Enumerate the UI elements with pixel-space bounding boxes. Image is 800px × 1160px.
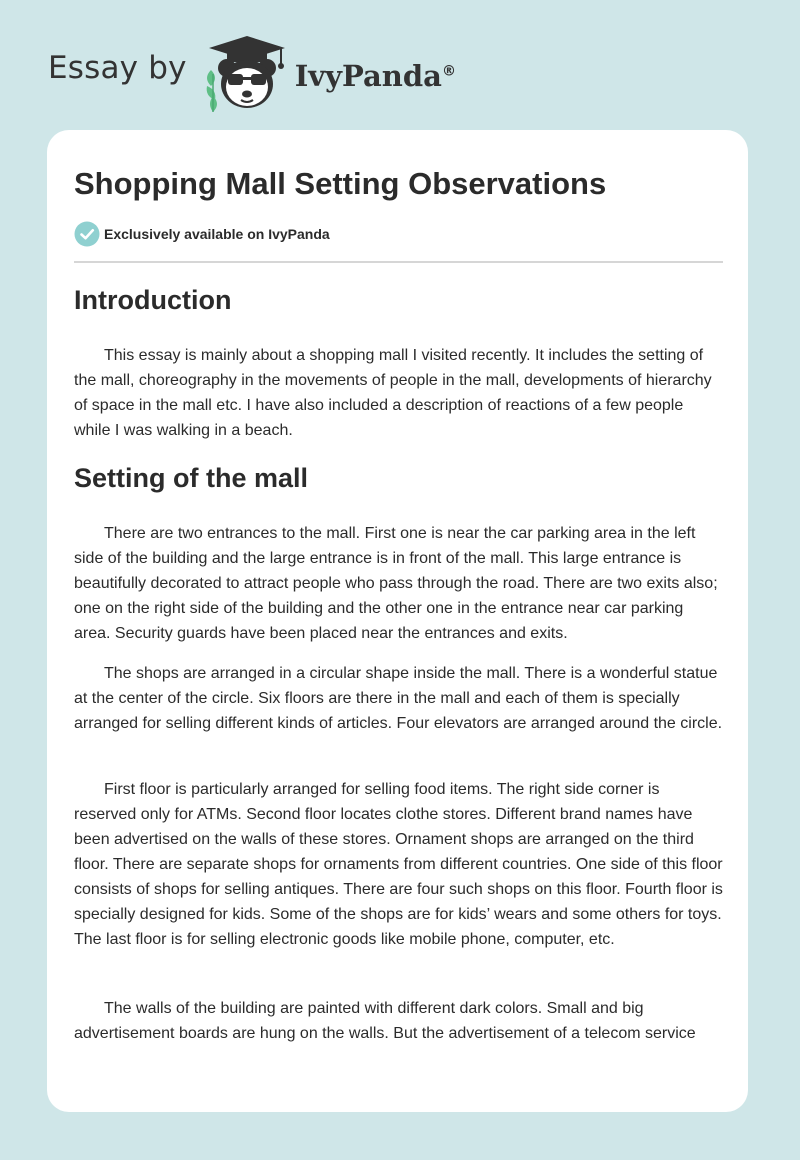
- section-heading-setting: Setting of the mall: [74, 463, 309, 493]
- exclusive-badge-label: Exclusively available on IvyPanda: [104, 226, 330, 242]
- check-badge-icon: [74, 221, 100, 247]
- essay-title: Shopping Mall Setting Observations: [74, 166, 607, 201]
- essay-card: [47, 130, 748, 1112]
- paragraph-shops-layout: The shops are arranged in a circular shape inside the mall. There is a wonderful statue at the center of the circle. Six floors are there in the mall and each of them is specially arranged for selling different kinds of articles. Four elevators are arranged around the circle.: [74, 665, 723, 732]
- panda-logo-icon[interactable]: [201, 34, 293, 114]
- exclusive-badge: [74, 221, 330, 247]
- registered-mark: ®: [441, 63, 456, 80]
- title-divider: [74, 261, 723, 263]
- paragraph-floors: First floor is particularly arranged for selling food items. The right side corner is reserved only for ATMs. Second floor locates clothe stores. Different brand names have been advertised on the walls of these stores. Ornament shops are arranged on the third floor. There are separate shops for ornaments from different countries. One side of this floor consists of shops for selling antiques. There are four such shops on this floor. Fourth floor is specially designed for kids. Some of the shops are for kids’ wears and some others for toys. The last floor is for selling electronic goods like mobile phone, computer, etc.: [74, 781, 723, 948]
- paragraph-introduction: This essay is mainly about a shopping mall I visited recently. It includes the setting of the mall, choreography in the movements of people in the mall, developments of hierarchy of space in the mall etc. I have also included a description of reactions of a few people while I was walking in a beach.: [74, 347, 712, 439]
- brand-prefix: Essay by: [48, 50, 187, 86]
- brand-name-text: IvyPanda: [294, 59, 442, 93]
- brand-header: [48, 34, 456, 114]
- paragraph-walls: The walls of the building are painted with different dark colors. Small and big advertisement boards are hung on the walls. But the advertisement of a telecom service: [74, 1000, 696, 1042]
- brand-name: [295, 59, 456, 93]
- paragraph-entrances: There are two entrances to the mall. First one is near the car parking area in the left side of the building and the large entrance is in front of the mall. This large entrance is beautifully decorated to attract people who pass through the road. There are two exits also; one on the right side of the building and the other one in the entrance near car parking area. Security guards have been placed near the entrances and exits.: [74, 525, 718, 642]
- section-heading-introduction: Introduction: [74, 285, 232, 315]
